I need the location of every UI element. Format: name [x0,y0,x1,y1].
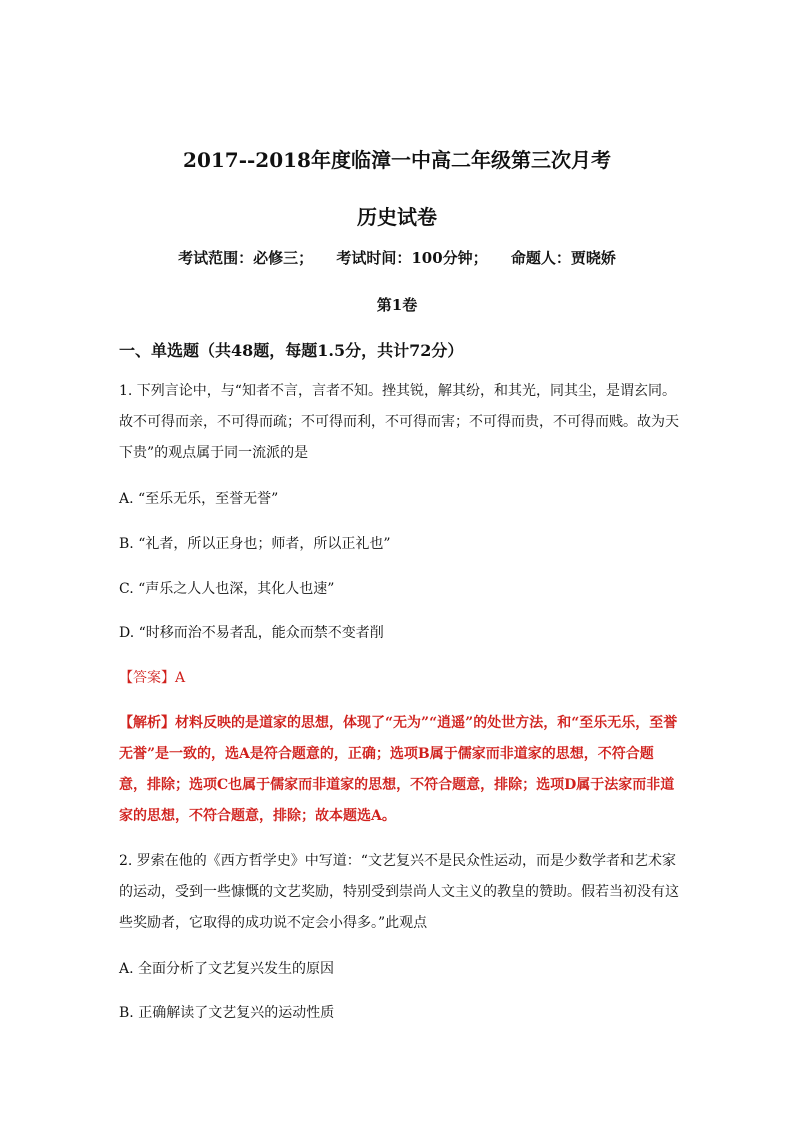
question-2-option-a: A. 全面分析了文艺复兴发生的原因 [119,961,335,977]
question-1-analysis: 【解析】材料反映的是道家的思想，体现了“无为”“逍遥”的处世方法，和“至乐无乐，至誉无誉”是一致的，选A是符合题意的，正确；选项B属于儒家而非道家的思想，不符合题意，排除；选项C也属于儒家而非道家的思想，不符合题意，排除；选项D属于法家而非道家的思想，不符合题意，排除；故本题选A。 [119,715,678,824]
question-1-option-d: D. “时移而治不易者乱，能众而禁不变者削 [119,625,384,641]
exam-author: 命题人：贾晓娇 [510,249,616,267]
exam-subject: 历史试卷 [357,205,437,229]
exam-title: 2017--2018年度临漳一中高二年级第三次月考 [183,148,611,172]
exam-time: 考试时间：100分钟； [336,249,488,267]
question-1-option-c: C. “声乐之人人也深，其化人也速” [119,581,335,597]
question-1-answer: 【答案】A [119,670,186,686]
exam-scope: 考试范围：必修三； [178,249,314,267]
volume-label: 第1卷 [376,296,418,314]
section-heading: 一、单选题（共48题，每题1.5分，共计72分） [119,341,464,360]
question-2-stem: 2. 罗索在他的《西方哲学史》中写道：“文艺复兴不是民众性运动，而是少数学者和艺术家的运动，受到一些慷慨的文艺奖励，特别受到崇尚人文主义的教皇的赞助。假若当初没有这些奖励者，它取得的成功说不定会小得多。”此观点 [119,853,679,931]
exam-info [0,247,794,268]
question-1-stem: 1. 下列言论中，与“知者不言，言者不知。挫其锐，解其纷，和其光，同其尘，是谓玄同。故不可得而亲，不可得而疏；不可得而利，不可得而害；不可得而贵，不可得而贱。故为天下贵”的观点属于同一流派的是 [119,383,679,461]
question-2-option-b: B. 正确解读了文艺复兴的运动性质 [119,1005,335,1021]
question-1-option-b: B. “礼者，所以正身也；师者，所以正礼也” [119,536,391,552]
question-1-option-a: A. “至乐无乐，至誉无誉” [119,491,279,507]
